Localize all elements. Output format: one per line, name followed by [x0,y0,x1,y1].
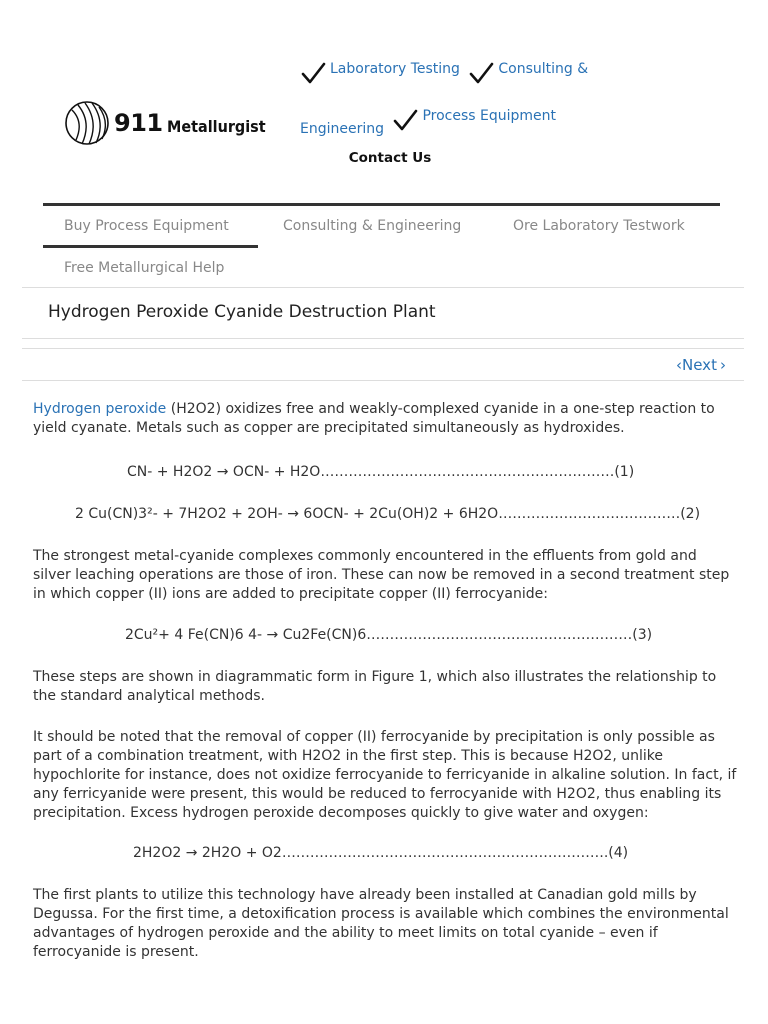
laboratory-testing-link[interactable] [300,52,460,86]
nav-active-indicator [43,245,258,248]
next-link[interactable] [676,356,726,374]
nav-item-free-metallurgical-help[interactable]: Free Metallurgical Help [64,260,225,276]
divider [22,348,744,349]
paragraph-3: These steps are shown in diagrammatic form in Figure 1, which also illustrates the relationship to the standard analytical methods. [33,669,717,704]
checkmark-icon [300,62,326,86]
process-equipment-label: Process Equipment [422,108,557,124]
nav-item-ore-laboratory-testwork[interactable]: Ore Laboratory Testwork [513,218,685,234]
consulting-engineering-link[interactable] [468,52,588,86]
paragraph-1-text: (H2O2) oxidizes free and weakly-complexed cyanide in a one-step reaction to yield cyanate. Metals such as copper are precipitated simultaneously as hydroxides. [33,401,715,436]
chevron-left-icon: ‹ [676,356,682,374]
equation-3: 2Cu²+ 4 Fe(CN)6 4- → Cu2Fe(CN)6…………………………………………………(3) [125,627,653,643]
engineering-label: Engineering [300,121,384,137]
chevron-right-icon: › [719,356,726,374]
paragraph-5: The first plants to utilize this technology have already been installed at Canadian gold mills by Degussa. For the first time, a detoxification process is available which combines the environmental advantages of hydrogen peroxide and the ability to meet limits on total cyanide – even if ferrocyanide is present. [33,887,729,960]
logo-name: Metallurgist [166,116,266,136]
logo-sphere-icon [64,100,110,146]
divider [22,287,744,288]
equation-4: 2H2O2 → 2H2O + O2…………………………………………………………….(4) [133,845,629,861]
next-label: Next [682,356,717,374]
engineering-link[interactable] [300,112,384,146]
page-title: Hydrogen Peroxide Cyanide Destruction Plant [48,302,436,322]
equation-1: CN- + H2O2 → OCN- + H2O………………………………………………………(1) [127,464,635,480]
equation-2: 2 Cu(CN)3²- + 7H2O2 + 2OH- → 6OCN- + 2Cu(OH)2 + 6H2O…………………………………(2) [75,506,701,522]
paragraph-2: The strongest metal-cyanide complexes commonly encountered in the effluents from gold and silver leaching operations are those of iron. These can now be removed in a second treatment step in which copper (II) ions are added to precipitate copper (II) ferrocyanide: [33,548,730,602]
nav-item-buy-process-equipment[interactable]: Buy Process Equipment [64,218,229,234]
contact-us-link[interactable]: Contact Us [348,150,432,166]
site-logo[interactable] [64,100,276,146]
divider [22,380,744,381]
hydrogen-peroxide-link[interactable]: Hydrogen peroxide [33,401,167,417]
article-body [33,400,737,438]
logo-number: 911 [114,109,163,137]
divider [22,338,744,339]
nav-top-rule [43,203,720,206]
laboratory-testing-label: Laboratory Testing [330,61,460,77]
paragraph-1 [33,400,737,438]
process-equipment-link[interactable] [392,99,556,133]
services-links [300,52,630,146]
checkmark-icon [392,109,418,133]
nav-item-consulting-engineering[interactable]: Consulting & Engineering [283,218,462,234]
consulting-label: Consulting & [498,61,589,77]
checkmark-icon [468,62,494,86]
paragraph-4: It should be noted that the removal of copper (II) ferrocyanide by precipitation is only possible as part of a combination treatment, with H2O2 in the first step. This is because H2O2, unlike hypochlorite for instance, does not oxidize ferrocyanide to ferricyanide in alkaline solution. In fact, if any ferricyanide were present, this would be reduced to ferrocyanide with H2O2, thus enabling its precipitation. Excess hydrogen peroxide decomposes quickly to give water and oxygen: [33,729,737,821]
